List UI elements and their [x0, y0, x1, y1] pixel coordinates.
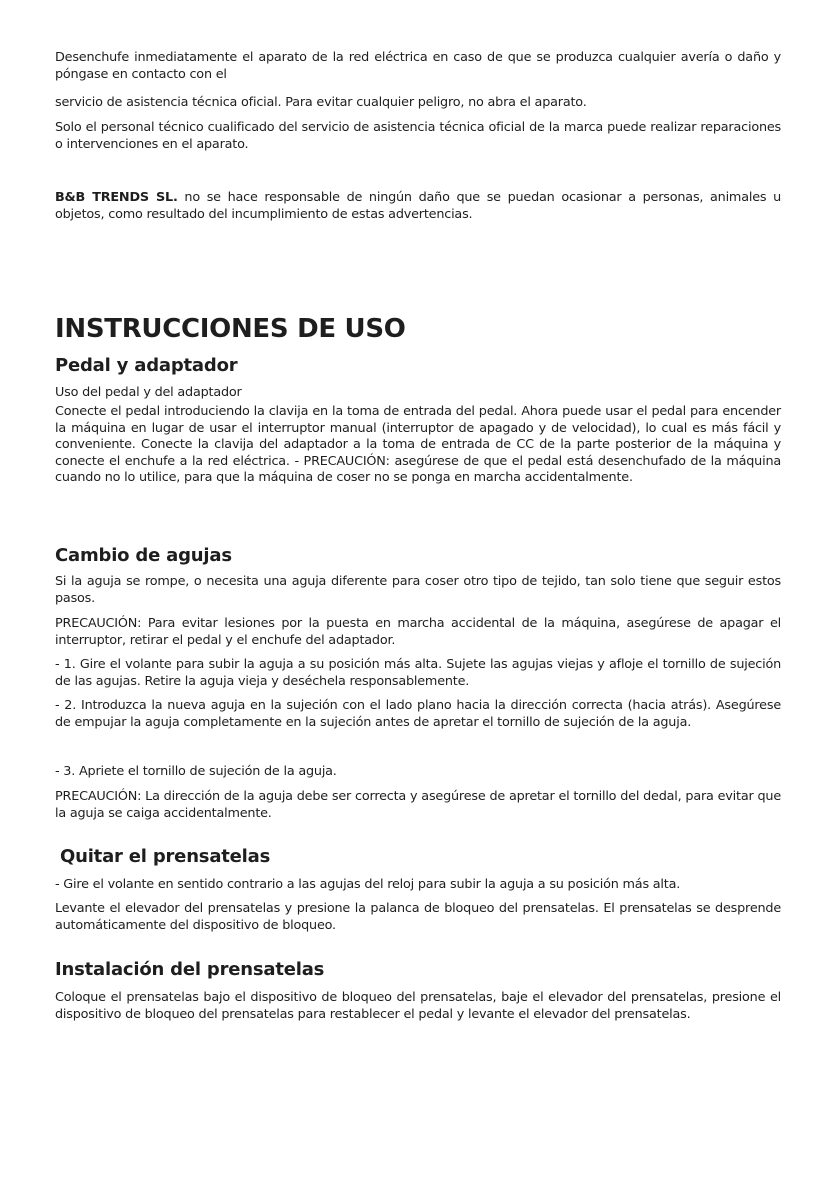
company-name: B&B TRENDS SL. [55, 190, 178, 205]
pedal-body: Conecte el pedal introduciendo la clavija en la toma de entrada del pedal. Ahora puede usar el pedal para encender la máquina en lugar de usar el interruptor manual (interruptor de apagado y de velocidad), lo cual es más fácil y conveniente. Conecte la clavija del adaptador a la toma de entrada de CC de la parte posterior de la máquina y conecte el enchufe a la red eléctrica. - PRECAUCIÓN: asegúrese de que el pedal está desenchufado de la máquina cuando no lo utilice, para que la máquina de coser no se ponga en marcha accidentalmente. [55, 404, 781, 485]
liability-paragraph [55, 190, 781, 223]
needles-step-3: - 3. Apriete el tornillo de sujeción de la aguja. [55, 764, 337, 779]
section-title-pedal: Pedal y adaptador [55, 355, 238, 376]
install-foot-body: Coloque el prensatelas bajo el dispositivo de bloqueo del prensatelas, baje el elevador del prensatelas, presione el dispositivo de bloqueo del prensatelas para restablecer el pedal y levante el elevador del prensatelas. [55, 990, 781, 1022]
warning-paragraph-1: Desenchufe inmediatamente el aparato de la red eléctrica en caso de que se produzca cualquier avería o daño y póngase en contacto con el [55, 50, 781, 82]
section-title-needles: Cambio de agujas [55, 545, 232, 566]
remove-foot-line-2: Levante el elevador del prensatelas y presione la palanca de bloqueo del prensatelas. El prensatelas se desprende automáticamente del dispositivo de bloqueo. [55, 901, 781, 933]
needles-step-1: - 1. Gire el volante para subir la aguja a su posición más alta. Sujete las agujas viejas y afloje el tornillo de sujeción de las agujas. Retire la aguja vieja y deséchela responsablemente. [55, 657, 781, 689]
warning-paragraph-3: Solo el personal técnico cualificado del servicio de asistencia técnica oficial de la marca puede realizar reparaciones o intervenciones en el aparato. [55, 120, 781, 152]
section-title-remove-foot: Quitar el prensatelas [60, 846, 271, 867]
needles-caution-2: PRECAUCIÓN: La dirección de la aguja debe ser correcta y asegúrese de apretar el tornillo del dedal, para evitar que la aguja se caiga accidentalmente. [55, 789, 781, 821]
pedal-subtitle: Uso del pedal y del adaptador [55, 385, 242, 400]
needles-intro: Si la aguja se rompe, o necesita una aguja diferente para coser otro tipo de tejido, tan solo tiene que seguir estos pasos. [55, 574, 781, 606]
warning-paragraph-2: servicio de asistencia técnica oficial. Para evitar cualquier peligro, no abra el aparato. [55, 95, 587, 110]
section-title-install-foot: Instalación del prensatelas [55, 959, 325, 980]
remove-foot-line-1: - Gire el volante en sentido contrario a las agujas del reloj para subir la aguja a su posición más alta. [55, 877, 681, 892]
main-title: INSTRUCCIONES DE USO [55, 314, 406, 344]
needles-step-2: - 2. Introduzca la nueva aguja en la sujeción con el lado plano hacia la dirección correcta (hacia atrás). Asegúrese de empujar la aguja completamente en la sujeción antes de apretar el tornillo de sujeción de la aguja. [55, 698, 781, 730]
needles-caution-1: PRECAUCIÓN: Para evitar lesiones por la puesta en marcha accidental de la máquina, asegúrese de apagar el interruptor, retirar el pedal y el enchufe del adaptador. [55, 616, 781, 648]
liability-text: no se hace responsable de ningún daño que se puedan ocasionar a personas, animales u objetos, como resultado del incumplimiento de estas advertencias. [55, 190, 781, 222]
